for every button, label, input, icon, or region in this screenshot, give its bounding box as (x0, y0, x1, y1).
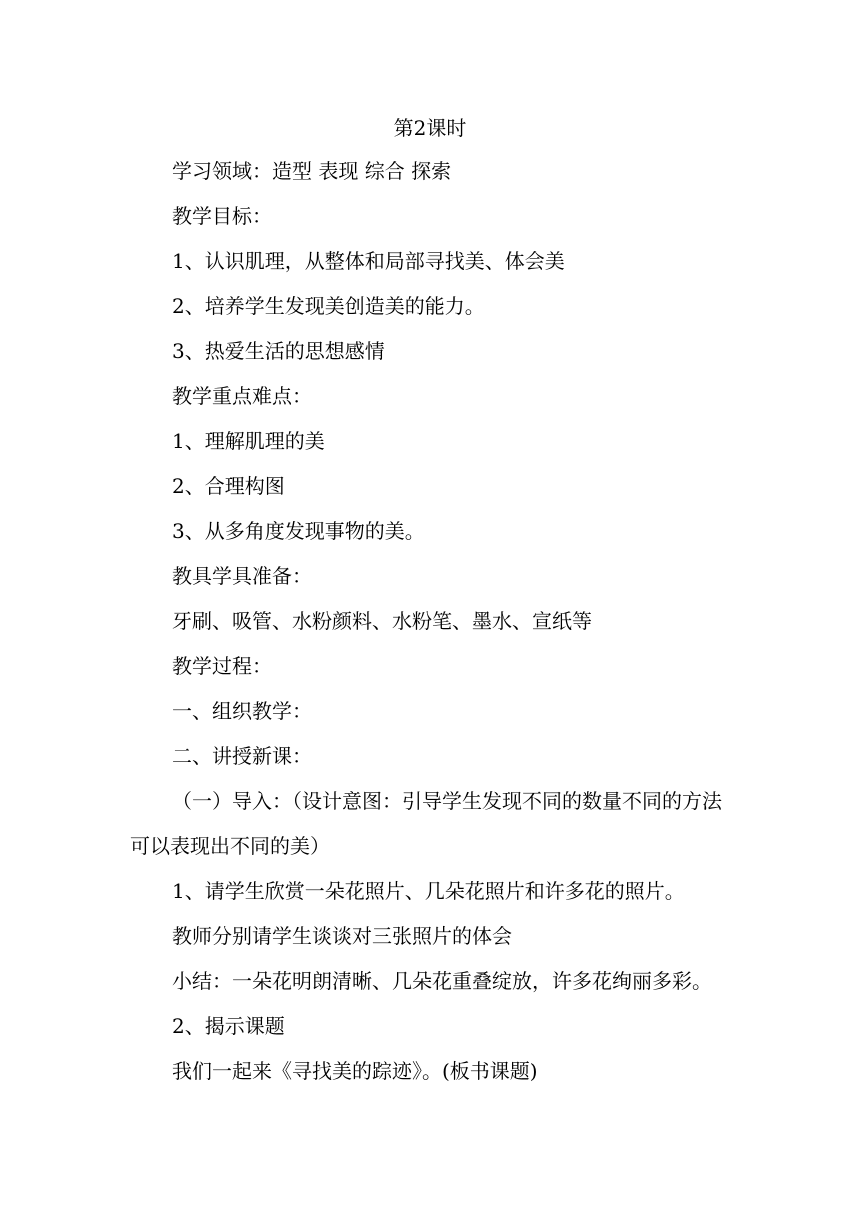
teacher-prompt-line: 教师分别请学生谈谈对三张照片的体会 (172, 924, 512, 948)
goal-item-2: 2、培养学生发现美创造美的能力。 (172, 294, 485, 318)
learning-domain-line: 学习领域：造型 表现 综合 探索 (172, 159, 452, 183)
introduction-continuation: 可以表现出不同的美） (130, 834, 330, 858)
introduction-line: （一）导入：（设计意图：引导学生发现不同的数量不同的方法 (172, 789, 722, 813)
key-point-item-3: 3、从多角度发现事物的美。 (172, 519, 425, 543)
activity-item-2: 2、揭示课题 (172, 1014, 285, 1038)
key-point-item-2: 2、合理构图 (172, 474, 285, 498)
key-point-item-1: 1、理解肌理的美 (172, 429, 325, 453)
section-two-heading: 二、讲授新课： (172, 744, 312, 768)
materials-list: 牙刷、吸管、水粉颜料、水粉笔、墨水、宣纸等 (172, 609, 592, 633)
key-points-heading: 教学重点难点： (172, 384, 312, 408)
teaching-process-heading: 教学过程： (172, 654, 272, 678)
teaching-goals-heading: 教学目标： (172, 204, 272, 228)
summary-line: 小结：一朵花明朗清晰、几朵花重叠绽放，许多花绚丽多彩。 (172, 969, 712, 993)
section-one-heading: 一、组织教学： (172, 699, 312, 723)
closing-line: 我们一起来《寻找美的踪迹》。(板书课题) (172, 1059, 538, 1083)
materials-heading: 教具学具准备： (172, 564, 312, 588)
activity-item-1: 1、请学生欣赏一朵花照片、几朵花照片和许多花的照片。 (172, 879, 685, 903)
goal-item-1: 1、认识肌理，从整体和局部寻找美、体会美 (172, 249, 565, 273)
goal-item-3: 3、热爱生活的思想感情 (172, 339, 385, 363)
lesson-title: 第2课时 (393, 116, 467, 140)
